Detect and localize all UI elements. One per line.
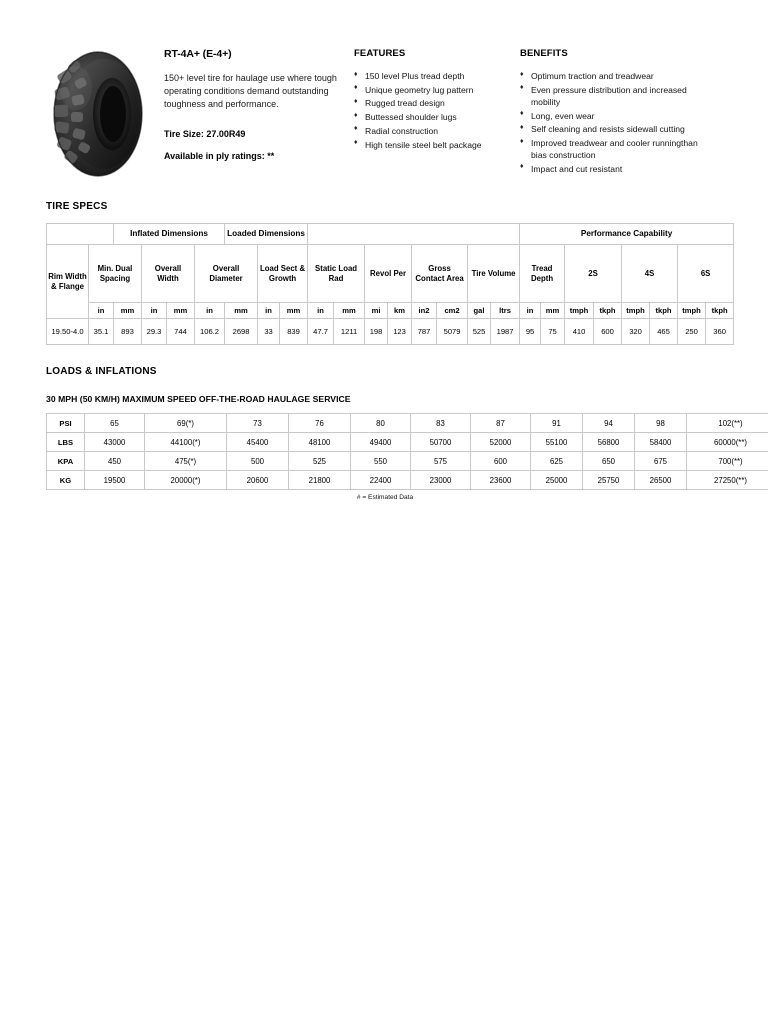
load-value-cell: 700(**) xyxy=(687,452,768,471)
table-row-units xyxy=(47,303,734,319)
load-value-cell: 56800 xyxy=(583,433,635,452)
load-value-cell: 20600 xyxy=(227,471,289,490)
table-row xyxy=(47,414,768,433)
load-value-cell: 27250(**) xyxy=(687,471,768,490)
spec-value-cell: 600 xyxy=(594,319,622,345)
load-value-cell: 475(*) xyxy=(145,452,227,471)
list-item: ♦ Unique geometry lug pattern xyxy=(354,84,520,96)
load-value-cell: 21800 xyxy=(289,471,351,490)
loads-inflations-subheading: 30 MPH (50 KM/H) MAXIMUM SPEED OFF-THE-ROAD HAULAGE SERVICE xyxy=(46,394,351,404)
tire-specs-heading: TIRE SPECS xyxy=(46,201,108,212)
col-label-load-sect-growth: Load Sect & Growth xyxy=(258,245,308,303)
load-value-cell: 550 xyxy=(351,452,411,471)
product-description-column xyxy=(158,44,354,180)
unit-cell: mm xyxy=(280,303,308,319)
load-value-cell: 23000 xyxy=(411,471,471,490)
benefits-column xyxy=(520,44,700,180)
spec-value-cell: 106.2 xyxy=(195,319,225,345)
load-value-cell: 65 xyxy=(85,414,145,433)
unit-cell: in xyxy=(520,303,541,319)
load-value-cell: 43000 xyxy=(85,433,145,452)
tire-size-label: Tire Size: 27.00R49 xyxy=(164,128,246,139)
table-row-column-labels xyxy=(47,245,734,303)
row-label-kpa: KPA xyxy=(47,452,85,471)
unit-cell: cm2 xyxy=(437,303,468,319)
spec-value-cell: 744 xyxy=(167,319,195,345)
loads-table-wrap xyxy=(0,413,768,490)
group-blank-left xyxy=(47,224,114,245)
spec-value-cell: 360 xyxy=(706,319,734,345)
table-row xyxy=(47,319,734,345)
spec-value-cell: 95 xyxy=(520,319,541,345)
col-label-static-load-rad: Static Load Rad xyxy=(308,245,365,303)
load-value-cell: 76 xyxy=(289,414,351,433)
unit-cell: mm xyxy=(334,303,365,319)
list-item: ♦ Radial construction xyxy=(354,125,520,137)
col-label-overall-width: Overall Width xyxy=(142,245,195,303)
benefits-heading: BENEFITS xyxy=(520,48,568,59)
load-value-cell: 25000 xyxy=(531,471,583,490)
list-item: ♦ Optimum traction and treadwear xyxy=(520,70,700,82)
col-label-4s: 4S xyxy=(622,245,678,303)
spec-value-cell: 5079 xyxy=(437,319,468,345)
load-value-cell: 26500 xyxy=(635,471,687,490)
list-item: ♦ Long, even wear xyxy=(520,110,700,122)
load-value-cell: 450 xyxy=(85,452,145,471)
load-value-cell: 80 xyxy=(351,414,411,433)
table-row xyxy=(47,433,768,452)
load-value-cell: 52000 xyxy=(471,433,531,452)
loads-inflations-table xyxy=(46,413,768,490)
load-value-cell: 675 xyxy=(635,452,687,471)
col-label-tire-volume: Tire Volume xyxy=(468,245,520,303)
load-value-cell: 23600 xyxy=(471,471,531,490)
col-label-rim-width-flange: Rim Width & Flange xyxy=(47,245,89,319)
estimated-data-footnote: # = Estimated Data xyxy=(356,494,414,501)
row-label-psi: PSI xyxy=(47,414,85,433)
spec-value-cell: 465 xyxy=(650,319,678,345)
spec-value-cell: 839 xyxy=(280,319,308,345)
spec-value-cell: 320 xyxy=(622,319,650,345)
list-item: ♦ High tensile steel belt package xyxy=(354,139,520,151)
load-value-cell: 20000(*) xyxy=(145,471,227,490)
col-label-gross-contact-area: Gross Contact Area xyxy=(412,245,468,303)
list-item: ♦ Improved treadwear and cooler runningthan bias construction xyxy=(520,137,700,161)
load-value-cell: 73 xyxy=(227,414,289,433)
unit-cell: gal xyxy=(468,303,491,319)
col-label-2s: 2S xyxy=(565,245,622,303)
list-item: ♦ Rugged tread design xyxy=(354,97,520,109)
unit-cell: tmph xyxy=(565,303,594,319)
list-item: ♦ Impact and cut resistant xyxy=(520,163,700,175)
group-header-loaded: Loaded Dimensions xyxy=(225,224,308,245)
spec-value-cell: 123 xyxy=(388,319,412,345)
tire-specs-table xyxy=(46,223,734,345)
load-value-cell: 575 xyxy=(411,452,471,471)
col-label-6s: 6S xyxy=(678,245,734,303)
row-label-kg: KG xyxy=(47,471,85,490)
load-value-cell: 22400 xyxy=(351,471,411,490)
load-value-cell: 91 xyxy=(531,414,583,433)
load-value-cell: 102(**) xyxy=(687,414,768,433)
tire-image-container xyxy=(46,44,158,180)
spec-value-cell: 33 xyxy=(258,319,280,345)
unit-cell: mi xyxy=(365,303,388,319)
load-value-cell: 25750 xyxy=(583,471,635,490)
load-value-cell: 87 xyxy=(471,414,531,433)
load-value-cell: 48100 xyxy=(289,433,351,452)
spec-value-cell: 29.3 xyxy=(142,319,167,345)
spec-value-cell: 410 xyxy=(565,319,594,345)
load-value-cell: 45400 xyxy=(227,433,289,452)
row-label-lbs: LBS xyxy=(47,433,85,452)
spec-value-cell: 787 xyxy=(412,319,437,345)
col-label-revol-per: Revol Per xyxy=(365,245,412,303)
spec-value-cell: 893 xyxy=(114,319,142,345)
features-list xyxy=(354,70,520,151)
unit-cell: in xyxy=(142,303,167,319)
table-row xyxy=(47,471,768,490)
unit-cell: tmph xyxy=(622,303,650,319)
spec-value-cell: 198 xyxy=(365,319,388,345)
unit-cell: mm xyxy=(167,303,195,319)
load-value-cell: 49400 xyxy=(351,433,411,452)
tire-specs-table-wrap xyxy=(0,223,768,345)
load-value-cell: 50700 xyxy=(411,433,471,452)
unit-cell: tmph xyxy=(678,303,706,319)
spec-value-cell: 250 xyxy=(678,319,706,345)
load-value-cell: 83 xyxy=(411,414,471,433)
spec-value-cell: 525 xyxy=(468,319,491,345)
product-description: 150+ level tire for haulage use where tough operating conditions demand outstanding toughness and performance. xyxy=(164,72,337,110)
load-value-cell: 500 xyxy=(227,452,289,471)
benefits-list xyxy=(520,70,700,175)
table-row xyxy=(47,452,768,471)
table-row-group-headers xyxy=(47,224,734,245)
unit-cell: tkph xyxy=(650,303,678,319)
unit-cell: in2 xyxy=(412,303,437,319)
list-item: ♦ Even pressure distribution and increased mobility xyxy=(520,84,700,108)
unit-cell: in xyxy=(195,303,225,319)
load-value-cell: 625 xyxy=(531,452,583,471)
loads-inflations-heading: LOADS & INFLATIONS xyxy=(46,366,157,377)
spec-value-cell: 1987 xyxy=(491,319,520,345)
group-blank-middle xyxy=(308,224,520,245)
load-value-cell: 98 xyxy=(635,414,687,433)
unit-cell: in xyxy=(258,303,280,319)
load-value-cell: 94 xyxy=(583,414,635,433)
load-value-cell: 44100(*) xyxy=(145,433,227,452)
load-value-cell: 55100 xyxy=(531,433,583,452)
unit-cell: mm xyxy=(114,303,142,319)
product-hero xyxy=(0,0,768,180)
load-value-cell: 60000(**) xyxy=(687,433,768,452)
load-value-cell: 69(*) xyxy=(145,414,227,433)
spec-value-cell: 75 xyxy=(541,319,565,345)
load-value-cell: 600 xyxy=(471,452,531,471)
group-header-performance: Performance Capability xyxy=(520,224,734,245)
group-header-inflated: Inflated Dimensions xyxy=(114,224,225,245)
unit-cell: in xyxy=(89,303,114,319)
load-value-cell: 19500 xyxy=(85,471,145,490)
spec-value-cell: 2698 xyxy=(225,319,258,345)
list-item: ♦ Self cleaning and resists sidewall cutting xyxy=(520,123,700,135)
unit-cell: km xyxy=(388,303,412,319)
load-value-cell: 58400 xyxy=(635,433,687,452)
unit-cell: mm xyxy=(225,303,258,319)
load-value-cell: 650 xyxy=(583,452,635,471)
col-label-min-dual-spacing: Min. Dual Spacing xyxy=(89,245,142,303)
unit-cell: tkph xyxy=(594,303,622,319)
load-value-cell: 525 xyxy=(289,452,351,471)
features-column xyxy=(354,44,520,180)
list-item: ♦ Buttessed shoulder lugs xyxy=(354,111,520,123)
ply-rating-label: Available in ply ratings: ** xyxy=(164,151,275,162)
features-heading: FEATURES xyxy=(354,48,406,59)
unit-cell: in xyxy=(308,303,334,319)
tire-photo-icon xyxy=(46,48,150,180)
col-label-tread-depth: Tread Depth xyxy=(520,245,565,303)
col-label-overall-diameter: Overall Diameter xyxy=(195,245,258,303)
spec-value-cell: 19.50-4.0 xyxy=(47,319,89,345)
spec-value-cell: 47.7 xyxy=(308,319,334,345)
product-title: RT-4A+ (E-4+) xyxy=(164,48,232,60)
unit-cell: ltrs xyxy=(491,303,520,319)
list-item: ♦ 150 level Plus tread depth xyxy=(354,70,520,82)
unit-cell: tkph xyxy=(706,303,734,319)
spec-value-cell: 35.1 xyxy=(89,319,114,345)
unit-cell: mm xyxy=(541,303,565,319)
spec-value-cell: 1211 xyxy=(334,319,365,345)
